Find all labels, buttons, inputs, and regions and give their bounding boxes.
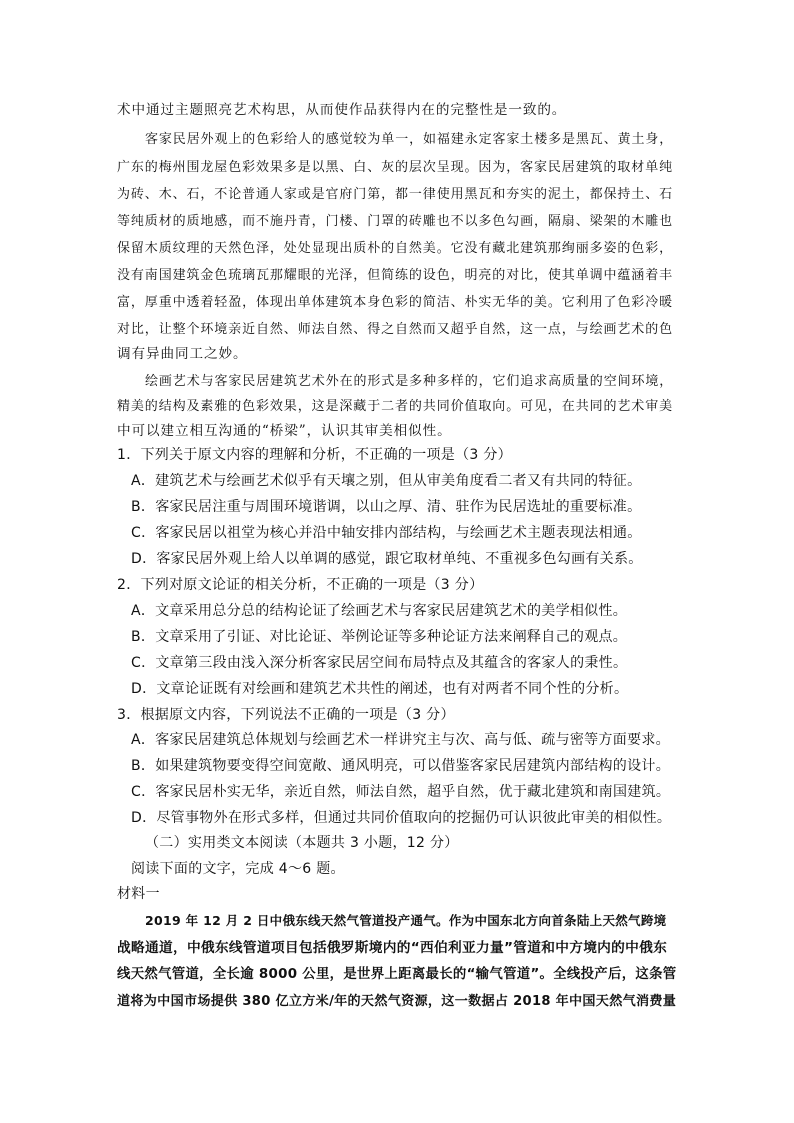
material-line: 2019 年 12 月 2 日中俄东线天然气管道投产通气。作为中国东北方向首条陆上天然气跨境 [145,913,667,928]
section-instruction: 阅读下面的文字，完成 4～6 题。 [131,861,345,877]
question-option: D．客家民居外观上给人以单调的感觉，跟它取材单纯、不重视多色勾画有关系。 [131,551,643,567]
section-heading: （二）实用类文本阅读（本题共 3 小题，12 分） [145,835,459,851]
article-line: 广东的梅州围龙屋色彩效果多是以黑、白、灰的层次呈现。因为，客家民居建筑的取材单纯 [117,160,674,175]
question-option: A．客家民居建筑总体规划与绘画艺术一样讲究主与次、高与低、疏与密等方面要求。 [131,732,670,748]
article-line: 中可以建立相互沟通的“桥梁”，认识其审美相似性。 [117,423,452,439]
material-line: 线天然气管道，全长逾 8000 公里，是世界上距离最长的“输气管道”。全线投产后，这条管 [117,967,677,982]
article-line: 对比，让整个环境亲近自然、师法自然、得之自然而又超乎自然，这一点，与绘画艺术的色 [117,322,674,337]
question-option: B．文章采用了引证、对比论证、举例论证等多种论证方法来阐释自己的观点。 [131,629,628,645]
question-option: B．如果建筑物要变得空间宽敞、通风明亮，可以借鉴客家民居建筑内部结构的设计。 [131,758,671,774]
question-option: B．客家民居注重与周围环境谐调，以山之厚、清、驻作为民居选址的重要标准。 [131,499,642,515]
question-option: D．文章论证既有对绘画和建筑艺术共性的阐述，也有对两者不同个性的分析。 [131,681,629,697]
material-line: 道将为中国市场提供 380 亿立方米/年的天然气资源，这一数据占 2018 年中国天然气消费量 [117,994,677,1009]
material-line: 战略通道，中俄东线管道项目包括俄罗斯境内的“西伯利亚力量”管道和中方境内的中俄东 [117,940,668,956]
question-stem: 2．下列对原文论证的相关分析，不正确的一项是（3 分） [117,577,484,593]
article-line: 绘画艺术与客家民居建筑艺术外在的形式是多种多样的，它们追求高质量的空间环境， [145,374,674,389]
article-line: 富，厚重中透着轻盈，体现出单体建筑本身色彩的简洁、朴实无华的美。它利用了色彩冷暖 [117,295,674,310]
question-option: C．客家民居以祖堂为核心并沿中轴安排内部结构，与绘画艺术主题表现法相通。 [131,525,642,541]
article-line: 为砖、木、石，不论普通人家或是官府门第，都一律使用黑瓦和夯实的泥土，都保持土、石 [117,187,674,202]
question-option: C．客家民居朴实无华，亲近自然，师法自然，超乎自然，优于藏北建筑和南国建筑。 [131,784,671,800]
article-line: 保留木质纹理的天然色泽，处处显现出质朴的自然美。它没有藏北建筑那绚丽多姿的色彩， [117,241,674,256]
article-line: 没有南国建筑金色琉璃瓦那耀眼的光泽，但简练的设色，明亮的对比，使其单调中蕴涵着丰 [117,268,674,283]
question-option: A．建筑艺术与绘画艺术似乎有天壤之别，但从审美角度看二者又有共同的特征。 [131,473,642,489]
question-option: D．尽管事物外在形式多样，但通过共同价值取向的挖掘仍可认识彼此审美的相似性。 [131,810,672,826]
question-option: A．文章采用总分总的结构论证了绘画艺术与客家民居建筑艺术的美学相似性。 [131,603,628,619]
question-option: C．文章第三段由浅入深分析客家民居空间布局特点及其蕴含的客家人的秉性。 [131,655,628,671]
question-stem: 3．根据原文内容，下列说法不正确的一项是（3 分） [117,707,455,723]
article-line: 客家民居外观上的色彩给人的感觉较为单一，如福建永定客家土楼多是黑瓦、黄土身， [145,132,674,147]
question-stem: 1．下列关于原文内容的理解和分析，不正确的一项是（3 分） [117,447,512,463]
article-line: 调有异曲同工之妙。 [117,346,248,362]
article-line: 精美的结构及素雅的色彩效果，这是深藏于二者的共同价值取向。可见，在共同的艺术审美 [117,399,674,414]
article-line: 等纯质材的质地感，而不施丹青，门楼、门罩的砖雕也不以多色勾画，隔扇、梁架的木雕也 [117,214,674,229]
material-label: 材料一 [117,886,160,902]
article-line: 术中通过主题照亮艺术构思，从而使作品获得内在的完整性是一致的。 [117,102,567,118]
